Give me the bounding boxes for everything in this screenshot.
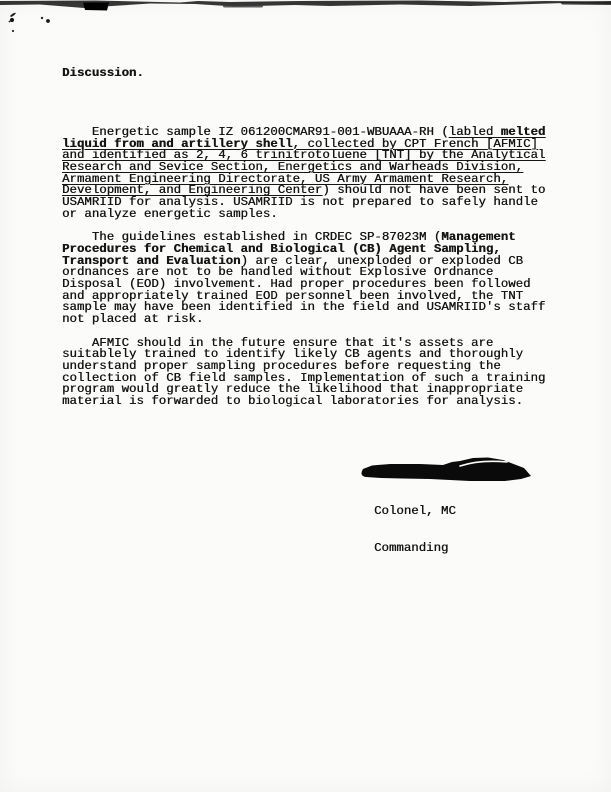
- text-run: Research and Sevice Section, Energetics and Warheads Division,: [62, 160, 524, 175]
- signature-role: Commanding: [374, 541, 449, 556]
- document-body: [62, 45, 562, 443]
- text-run: Management: [441, 230, 516, 245]
- text-line: [62, 396, 562, 408]
- text-run: ) should not have been sent to: [322, 183, 546, 198]
- document-paragraphs: [62, 124, 562, 409]
- text-run: Disposal (EOD) involvement. Had proper procedures been followed: [62, 277, 531, 292]
- text-run: melted: [500, 124, 546, 139]
- text-run: Transport and Evaluation: [62, 253, 241, 268]
- text-line: [62, 314, 562, 326]
- signature-title: Colonel, MC: [374, 504, 456, 519]
- text-run: not placed at risk.: [62, 312, 204, 327]
- text-run: ) are clear, unexploded or exploded CB: [240, 253, 524, 268]
- scan-artifact-top-band: [0, 0, 611, 16]
- text-run: material is forwarded to biological laboratories for analysis.: [62, 394, 524, 409]
- signature-block: [374, 481, 456, 579]
- text-run: program would greatly reduce the likelihood that inappropriate: [62, 382, 524, 397]
- text-run: and appropriately trained EOD personnel been involved, the TNT: [62, 288, 524, 303]
- scan-artifact-ink-specks: [0, 8, 70, 38]
- document-heading: Discussion.: [62, 66, 144, 81]
- text-run: Development, and Engineering Center: [62, 183, 323, 198]
- text-run: ordnances are not to be handled without Explosive Ordnance: [62, 265, 494, 280]
- text-run: USAMRIID for analysis. USAMRIID is not prepared to safely handle: [62, 195, 538, 210]
- text-run: liquid from and artillery shell: [62, 136, 293, 151]
- text-run: understand proper sampling procedures before requesting the: [62, 358, 501, 373]
- text-run: The guidelines established in CRDEC SP-87023M (: [62, 230, 442, 245]
- text-run: and identified as 2, 4, 6 trinitrotoluene [TNT] by the Analytical: [62, 148, 546, 163]
- text-run: sample may have been identified in the field and USAMRIID's staff: [62, 300, 546, 315]
- paragraph: [62, 335, 562, 409]
- text-run: collection of CB field samples. Implementation of such a training: [62, 370, 546, 385]
- text-run: AFMIC should in the future ensure that it's assets are: [62, 335, 494, 350]
- text-run: labled: [448, 124, 501, 139]
- paragraph: [62, 124, 562, 221]
- text-run: Energetic sample IZ 061200CMAR91-001-WBUAAA-RH (: [62, 124, 449, 139]
- text-run: or analyze energetic samples.: [62, 206, 278, 221]
- text-run: suitablely trained to identify likely CB agents and thoroughly: [62, 347, 524, 362]
- text-run: , collected by CPT French [AFMIC]: [292, 136, 538, 151]
- text-line: [62, 206, 562, 221]
- paragraph: [62, 232, 562, 326]
- text-run: Armament Engineering Directorate, US Army Armament Research,: [62, 171, 509, 186]
- text-run: Procedures for Chemical and Biological (CB) Agent Sampling,: [62, 241, 501, 256]
